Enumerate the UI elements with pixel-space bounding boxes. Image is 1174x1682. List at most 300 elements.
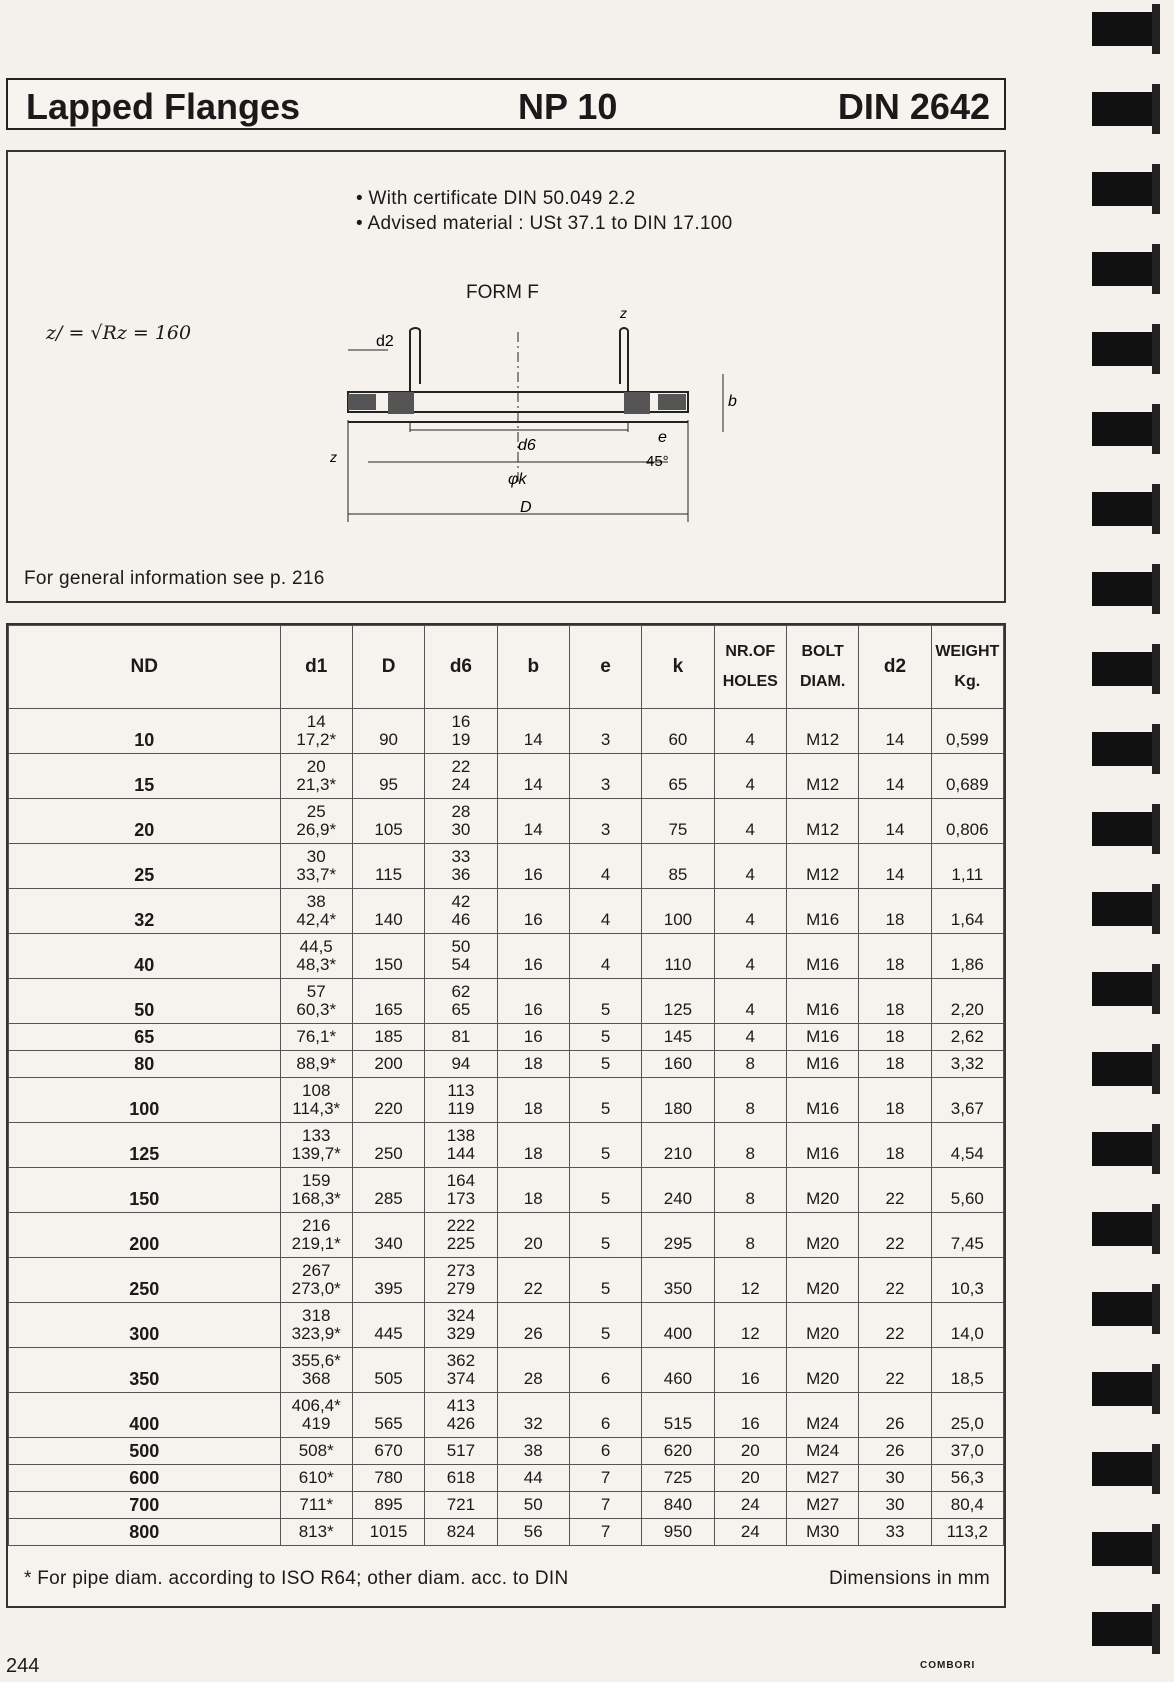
cell-nd: 20	[9, 799, 281, 844]
cell-value: 610*	[298, 1468, 334, 1487]
cell-D: 1015	[352, 1519, 424, 1546]
cell-value: 57	[306, 982, 326, 1001]
cell-bolt: M16	[786, 1051, 858, 1078]
cell-b: 22	[497, 1258, 569, 1303]
cell-value: 16	[451, 712, 471, 731]
col-bolt: BOLT DIAM.	[786, 626, 858, 709]
cell-w: 0,806	[931, 799, 1003, 844]
cell-b: 18	[497, 1078, 569, 1123]
cell-w: 5,60	[931, 1168, 1003, 1213]
cell-D: 505	[352, 1348, 424, 1393]
cell-k: 240	[642, 1168, 714, 1213]
cell-bolt: M20	[786, 1213, 858, 1258]
cell-b: 38	[497, 1438, 569, 1465]
cell-value: 17,2*	[296, 730, 337, 749]
cell-nd: 100	[9, 1078, 281, 1123]
binding-ring-edge	[1152, 1124, 1160, 1174]
col-weight: WEIGHT Kg.	[931, 626, 1003, 709]
cell-w: 80,4	[931, 1492, 1003, 1519]
cell-e: 5	[569, 1168, 641, 1213]
cell-e: 3	[569, 799, 641, 844]
flange-drawing	[328, 302, 748, 542]
cell-value: 48,3*	[296, 955, 337, 974]
cell-e: 7	[569, 1519, 641, 1546]
binding-ring-edge	[1152, 564, 1160, 614]
binding-ring	[1092, 1132, 1152, 1166]
cell-d1	[280, 1051, 352, 1078]
cell-d2: 22	[859, 1213, 931, 1258]
cell-b: 56	[497, 1519, 569, 1546]
cell-value: 133	[302, 1126, 331, 1145]
cell-d2: 14	[859, 799, 931, 844]
cell-value: 173	[446, 1189, 476, 1208]
cell-b: 18	[497, 1168, 569, 1213]
table-row	[9, 1492, 1004, 1519]
cell-k: 180	[642, 1078, 714, 1123]
cell-d1	[280, 1168, 352, 1213]
label-z-bottom: z	[330, 449, 337, 465]
binding-ring	[1092, 572, 1152, 606]
cell-b: 18	[497, 1051, 569, 1078]
cell-w: 1,64	[931, 889, 1003, 934]
label-b: b	[728, 393, 737, 410]
cell-value: 33,7*	[296, 865, 337, 884]
table-row	[9, 1258, 1004, 1303]
cell-bolt: M12	[786, 709, 858, 754]
cell-d2: 18	[859, 1024, 931, 1051]
cell-holes: 4	[714, 934, 786, 979]
label-angle: 45°	[646, 453, 669, 470]
binding-ring	[1092, 732, 1152, 766]
cell-value: 114,3*	[292, 1099, 341, 1118]
cell-value: 33	[451, 847, 471, 866]
cell-b: 26	[497, 1303, 569, 1348]
cell-d1	[280, 1492, 352, 1519]
cell-nd: 32	[9, 889, 281, 934]
cell-w: 2,62	[931, 1024, 1003, 1051]
table-row	[9, 1519, 1004, 1546]
binding-ring	[1092, 1052, 1152, 1086]
spiral-binding	[1090, 0, 1174, 1682]
label-d2: d2	[376, 333, 394, 350]
table-row	[9, 1051, 1004, 1078]
cell-w: 14,0	[931, 1303, 1003, 1348]
cell-d2: 18	[859, 889, 931, 934]
binding-ring	[1092, 1372, 1152, 1406]
cell-k: 100	[642, 889, 714, 934]
cell-D: 115	[352, 844, 424, 889]
cell-e: 5	[569, 1123, 641, 1168]
cell-nd: 400	[9, 1393, 281, 1438]
cell-d6	[425, 1303, 497, 1348]
cell-value: 517	[446, 1441, 476, 1460]
cell-bolt: M16	[786, 1078, 858, 1123]
cell-value: 42,4*	[296, 910, 337, 929]
col-nd: ND	[9, 626, 281, 709]
cell-k: 160	[642, 1051, 714, 1078]
cell-value: 54	[451, 955, 471, 974]
cell-value: 168,3*	[291, 1189, 341, 1208]
cell-d6	[425, 1123, 497, 1168]
page-title: Lapped Flanges	[26, 86, 301, 127]
col-k: k	[642, 626, 714, 709]
binding-ring	[1092, 172, 1152, 206]
cell-k: 295	[642, 1213, 714, 1258]
binding-ring	[1092, 892, 1152, 926]
cell-nd: 800	[9, 1519, 281, 1546]
cell-bolt: M16	[786, 1123, 858, 1168]
cell-d2: 18	[859, 979, 931, 1024]
cell-value: 362	[446, 1351, 476, 1370]
col-holes: NR.OF HOLES	[714, 626, 786, 709]
cell-value: 824	[446, 1522, 476, 1541]
binding-ring	[1092, 1532, 1152, 1566]
cell-value: 273,0*	[291, 1279, 341, 1298]
label-d6: d6	[518, 437, 536, 454]
cell-d2: 30	[859, 1492, 931, 1519]
cell-k: 75	[642, 799, 714, 844]
cell-b: 16	[497, 844, 569, 889]
cell-d2: 26	[859, 1393, 931, 1438]
cell-k: 515	[642, 1393, 714, 1438]
cell-value: 50	[451, 937, 471, 956]
binding-ring	[1092, 1292, 1152, 1326]
cell-holes: 4	[714, 979, 786, 1024]
cell-value: 81	[451, 1027, 471, 1046]
cell-value: 30	[451, 820, 471, 839]
col-D: D	[352, 626, 424, 709]
cell-k: 400	[642, 1303, 714, 1348]
table-header-row	[9, 626, 1004, 709]
bullet-material: • Advised material : USt 37.1 to DIN 17.100	[356, 213, 733, 234]
cell-k: 950	[642, 1519, 714, 1546]
cell-d6	[425, 1024, 497, 1051]
binding-ring	[1092, 12, 1152, 46]
cell-value: 711*	[299, 1495, 334, 1514]
units-note: Dimensions in mm	[828, 1568, 990, 1589]
cell-D: 670	[352, 1438, 424, 1465]
cell-value: 813*	[298, 1522, 334, 1541]
cell-value: 222	[446, 1216, 476, 1235]
cell-value: 65	[451, 1000, 471, 1019]
brand-logo: COMBORI	[920, 1660, 976, 1671]
cell-nd: 80	[9, 1051, 281, 1078]
cell-nd: 65	[9, 1024, 281, 1051]
table-row	[9, 1348, 1004, 1393]
table-row	[9, 1123, 1004, 1168]
cell-w: 7,45	[931, 1213, 1003, 1258]
cell-d6	[425, 1492, 497, 1519]
binding-ring-edge	[1152, 244, 1160, 294]
cell-holes: 24	[714, 1492, 786, 1519]
cell-k: 145	[642, 1024, 714, 1051]
cell-d6	[425, 1168, 497, 1213]
binding-ring-edge	[1152, 1524, 1160, 1574]
cell-d2: 22	[859, 1348, 931, 1393]
cell-bolt: M16	[786, 979, 858, 1024]
cell-bolt: M30	[786, 1519, 858, 1546]
cell-nd: 300	[9, 1303, 281, 1348]
cell-b: 16	[497, 934, 569, 979]
cell-d6	[425, 709, 497, 754]
cell-value: 279	[446, 1279, 476, 1298]
cell-bolt: M12	[786, 754, 858, 799]
cell-w: 56,3	[931, 1465, 1003, 1492]
footnote: * For pipe diam. according to ISO R64; other diam. acc. to DIN	[24, 1568, 569, 1589]
cell-d2: 22	[859, 1303, 931, 1348]
cell-d1	[280, 1078, 352, 1123]
cell-holes: 4	[714, 1024, 786, 1051]
cell-d1	[280, 1213, 352, 1258]
cell-value: 14	[306, 712, 326, 731]
pressure-rating: NP 10	[518, 86, 618, 127]
cell-d6	[425, 1519, 497, 1546]
binding-ring	[1092, 812, 1152, 846]
cell-w: 0,599	[931, 709, 1003, 754]
cell-e: 5	[569, 1303, 641, 1348]
label-D: D	[520, 499, 532, 516]
cell-d1	[280, 1393, 352, 1438]
cell-d6	[425, 979, 497, 1024]
cell-w: 25,0	[931, 1393, 1003, 1438]
cell-d6	[425, 799, 497, 844]
cell-D: 200	[352, 1051, 424, 1078]
cell-b: 16	[497, 979, 569, 1024]
cell-value: 22	[451, 757, 471, 776]
cell-value: 618	[446, 1468, 476, 1487]
cell-D: 220	[352, 1078, 424, 1123]
cell-value: 144	[446, 1144, 476, 1163]
cell-w: 1,11	[931, 844, 1003, 889]
cell-w: 4,54	[931, 1123, 1003, 1168]
cell-d2: 30	[859, 1465, 931, 1492]
binding-ring-edge	[1152, 484, 1160, 534]
cell-holes: 8	[714, 1213, 786, 1258]
roughness-symbol: z/ = √Rz = 160	[46, 322, 192, 344]
cell-D: 285	[352, 1168, 424, 1213]
cell-bolt: M20	[786, 1348, 858, 1393]
cell-D: 185	[352, 1024, 424, 1051]
title-bar	[6, 78, 1006, 130]
cell-b: 16	[497, 889, 569, 934]
binding-ring	[1092, 252, 1152, 286]
col-e: e	[569, 626, 641, 709]
cell-k: 620	[642, 1438, 714, 1465]
cell-d6	[425, 844, 497, 889]
cell-b: 14	[497, 799, 569, 844]
cell-value: 113	[447, 1081, 475, 1100]
cell-nd: 150	[9, 1168, 281, 1213]
cell-d2: 18	[859, 1123, 931, 1168]
binding-ring	[1092, 652, 1152, 686]
cell-w: 37,0	[931, 1438, 1003, 1465]
cell-D: 340	[352, 1213, 424, 1258]
cell-value: 119	[447, 1099, 475, 1118]
cell-holes: 4	[714, 844, 786, 889]
cell-value: 36	[451, 865, 471, 884]
binding-ring-edge	[1152, 1044, 1160, 1094]
cell-holes: 4	[714, 754, 786, 799]
cell-bolt: M24	[786, 1393, 858, 1438]
cell-b: 44	[497, 1465, 569, 1492]
cell-bolt: M12	[786, 844, 858, 889]
cell-holes: 8	[714, 1051, 786, 1078]
cell-k: 725	[642, 1465, 714, 1492]
cell-d6	[425, 1393, 497, 1438]
cell-D: 95	[352, 754, 424, 799]
cell-d2: 18	[859, 1078, 931, 1123]
dimension-table	[8, 625, 1004, 1546]
dimension-table-box	[6, 623, 1006, 1608]
col-b: b	[497, 626, 569, 709]
cell-value: 219,1*	[291, 1234, 341, 1253]
binding-ring-edge	[1152, 1364, 1160, 1414]
cell-bolt: M20	[786, 1168, 858, 1213]
cell-value: 88,9*	[296, 1054, 337, 1073]
cell-value: 44,5	[299, 937, 333, 956]
cell-d6	[425, 754, 497, 799]
cell-value: 62	[451, 982, 471, 1001]
cell-value: 419	[302, 1414, 331, 1433]
cell-d1	[280, 1438, 352, 1465]
cell-e: 6	[569, 1438, 641, 1465]
cell-d6	[425, 1348, 497, 1393]
cell-D: 895	[352, 1492, 424, 1519]
cell-D: 90	[352, 709, 424, 754]
table-row	[9, 934, 1004, 979]
cell-b: 14	[497, 709, 569, 754]
cell-e: 7	[569, 1465, 641, 1492]
cell-k: 125	[642, 979, 714, 1024]
cell-D: 150	[352, 934, 424, 979]
table-row	[9, 1024, 1004, 1051]
cell-value: 508*	[298, 1441, 334, 1460]
cell-d2: 26	[859, 1438, 931, 1465]
cell-D: 250	[352, 1123, 424, 1168]
table-row	[9, 754, 1004, 799]
cell-holes: 8	[714, 1123, 786, 1168]
cell-d2: 18	[859, 1051, 931, 1078]
cell-nd: 10	[9, 709, 281, 754]
cell-e: 4	[569, 844, 641, 889]
binding-ring	[1092, 1452, 1152, 1486]
cell-holes: 20	[714, 1465, 786, 1492]
cell-D: 140	[352, 889, 424, 934]
cell-nd: 40	[9, 934, 281, 979]
cell-w: 1,86	[931, 934, 1003, 979]
cell-d1	[280, 1303, 352, 1348]
col-d6: d6	[425, 626, 497, 709]
cell-value: 30	[306, 847, 326, 866]
binding-ring	[1092, 1612, 1152, 1646]
label-k: φk	[508, 471, 527, 488]
cell-value: 24	[451, 775, 471, 794]
cell-d1	[280, 1348, 352, 1393]
cell-value: 164	[446, 1171, 476, 1190]
cell-value: 324	[446, 1306, 476, 1325]
cell-value: 25	[306, 802, 326, 821]
table-row	[9, 1168, 1004, 1213]
standard-code: DIN 2642	[837, 86, 990, 127]
table-row	[9, 979, 1004, 1024]
cell-bolt: M24	[786, 1438, 858, 1465]
cell-d1	[280, 754, 352, 799]
cell-D: 165	[352, 979, 424, 1024]
cell-value: 94	[451, 1054, 471, 1073]
cell-k: 110	[642, 934, 714, 979]
cell-bolt: M20	[786, 1303, 858, 1348]
cell-k: 460	[642, 1348, 714, 1393]
binding-ring-edge	[1152, 644, 1160, 694]
cell-holes: 12	[714, 1303, 786, 1348]
cell-value: 60,3*	[296, 1000, 337, 1019]
cell-nd: 50	[9, 979, 281, 1024]
cell-w: 2,20	[931, 979, 1003, 1024]
cell-value: 38	[306, 892, 326, 911]
cell-d1	[280, 934, 352, 979]
general-info-note: For general information see p. 216	[24, 568, 325, 589]
cell-d6	[425, 1438, 497, 1465]
bullet-certificate: • With certificate DIN 50.049 2.2	[356, 188, 636, 209]
cell-k: 840	[642, 1492, 714, 1519]
cell-bolt: M16	[786, 1024, 858, 1051]
cell-value: 138	[446, 1126, 476, 1145]
cell-e: 4	[569, 889, 641, 934]
cell-b: 16	[497, 1024, 569, 1051]
cell-d1	[280, 709, 352, 754]
table-row	[9, 1213, 1004, 1258]
binding-ring	[1092, 412, 1152, 446]
cell-b: 14	[497, 754, 569, 799]
col-d1: d1	[280, 626, 352, 709]
cell-e: 5	[569, 1258, 641, 1303]
binding-ring-edge	[1152, 1284, 1160, 1334]
cell-e: 3	[569, 754, 641, 799]
cell-e: 3	[569, 709, 641, 754]
cell-d2: 14	[859, 844, 931, 889]
cell-holes: 20	[714, 1438, 786, 1465]
cell-d6	[425, 1213, 497, 1258]
cell-d1	[280, 1024, 352, 1051]
cell-nd: 350	[9, 1348, 281, 1393]
cell-nd: 25	[9, 844, 281, 889]
cell-e: 5	[569, 1213, 641, 1258]
cell-holes: 8	[714, 1168, 786, 1213]
cell-d6	[425, 934, 497, 979]
binding-ring-edge	[1152, 84, 1160, 134]
cell-b: 32	[497, 1393, 569, 1438]
table-body	[9, 709, 1004, 1546]
cell-D: 780	[352, 1465, 424, 1492]
binding-ring-edge	[1152, 884, 1160, 934]
cell-nd: 125	[9, 1123, 281, 1168]
cell-e: 6	[569, 1393, 641, 1438]
cell-value: 76,1*	[296, 1027, 337, 1046]
cell-e: 5	[569, 1078, 641, 1123]
cell-k: 85	[642, 844, 714, 889]
table-row	[9, 889, 1004, 934]
cell-k: 350	[642, 1258, 714, 1303]
cell-holes: 8	[714, 1078, 786, 1123]
cell-d1	[280, 889, 352, 934]
cell-value: 46	[451, 910, 471, 929]
cell-D: 565	[352, 1393, 424, 1438]
cell-d6	[425, 1078, 497, 1123]
cell-holes: 4	[714, 799, 786, 844]
binding-ring-edge	[1152, 324, 1160, 374]
cell-value: 21,3*	[296, 775, 337, 794]
cell-nd: 700	[9, 1492, 281, 1519]
